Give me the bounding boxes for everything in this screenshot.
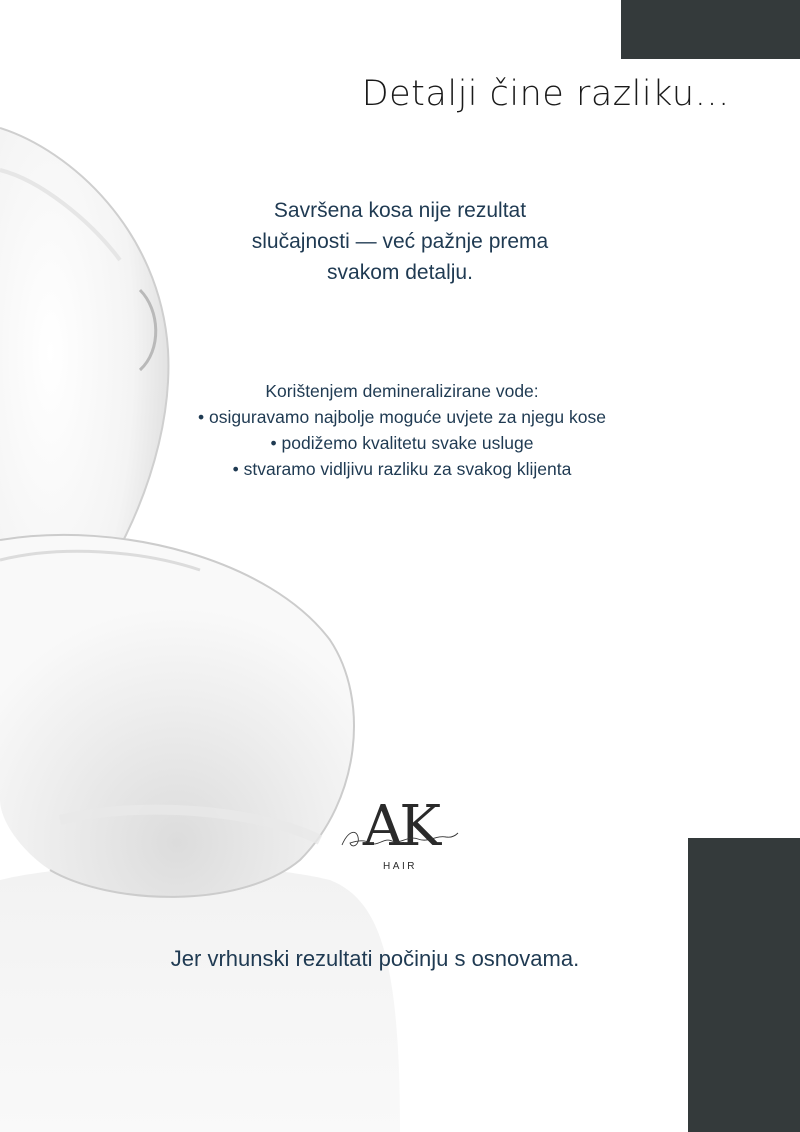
benefit-item: • osiguravamo najbolje moguće uvjete za njegu kose <box>198 407 606 427</box>
intro-line: Savršena kosa nije rezultat <box>273 199 527 222</box>
corner-block-top <box>621 0 800 59</box>
logo-monogram: AK <box>362 794 438 859</box>
tagline: Jer vrhunski rezultati počinju s osnovama. <box>170 946 580 971</box>
intro-line: svakom detalju. <box>327 261 473 284</box>
benefits-lead: Korištenjem demineralizirane vode: <box>265 381 539 401</box>
logo-signature-icon <box>338 823 462 853</box>
page-headline: Detalji čine razliku… <box>361 74 730 114</box>
benefits-list <box>120 378 684 482</box>
intro-line: slučajnosti — već pažnje prema <box>251 230 549 253</box>
benefit-item: • podižemo kvalitetu svake usluge <box>270 433 534 453</box>
brand-logo <box>330 795 470 885</box>
corner-block-bottom <box>688 838 800 1132</box>
benefit-item: • stvaramo vidljivu razliku za svakog klijenta <box>232 459 572 479</box>
logo-subtitle: HAIR <box>383 861 417 872</box>
intro-paragraph <box>200 195 600 288</box>
